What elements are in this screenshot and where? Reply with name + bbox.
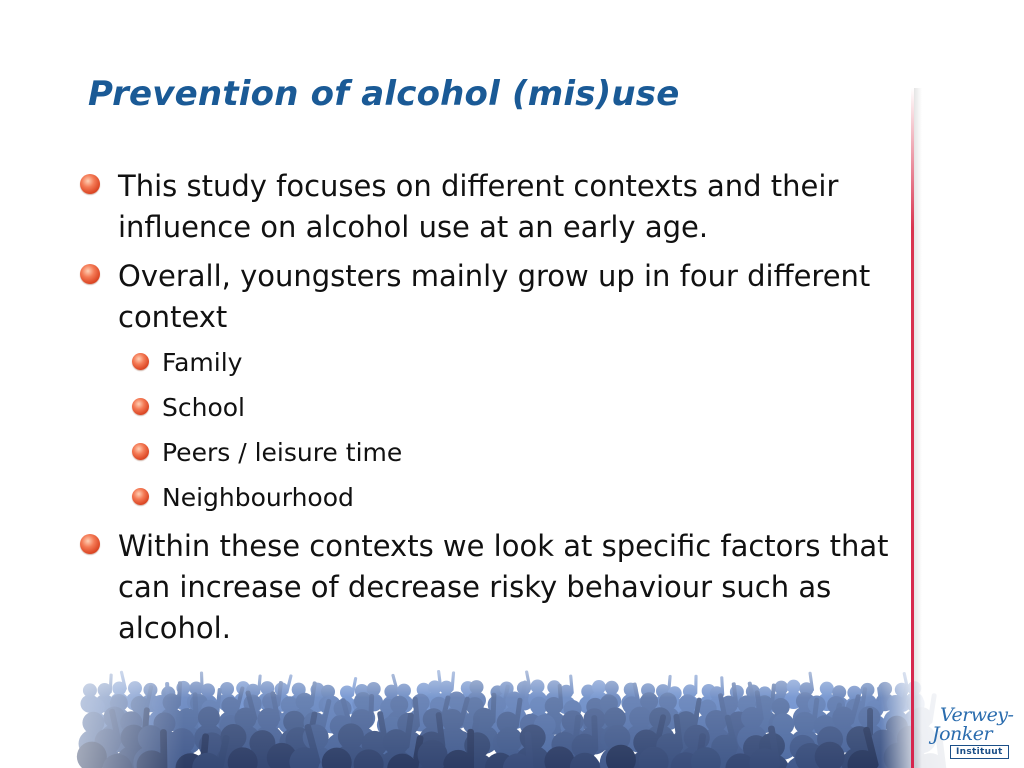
orange-bullet-icon [132,488,149,505]
logo-line-1: Verwey- [940,704,1014,726]
orange-bullet-icon [132,443,149,460]
bullet-item [78,526,898,649]
orange-bullet-icon [80,264,100,284]
bullet-list [78,166,898,657]
side-accent-line [911,88,914,768]
logo-line-3: Instituut [950,745,1009,759]
sub-bullet-item [122,436,898,470]
logo-line-2: Jonker [932,723,993,745]
bullet-text: This study focuses on different contexts and their influence on alcohol use at an early age. [118,169,839,244]
bullet-text: Overall, youngsters mainly grow up in four different context [118,259,871,334]
sub-bullet-text: School [162,393,245,422]
slide-title: Prevention of alcohol (mis)use [88,74,680,114]
orange-bullet-icon [80,534,100,554]
sub-bullet-text: Peers / leisure time [162,438,403,467]
sub-bullet-item [122,481,898,515]
orange-bullet-icon [80,174,100,194]
bullet-item [78,166,898,248]
sub-bullet-item [122,346,898,380]
orange-bullet-icon [132,353,149,370]
side-accent-shadow [914,88,922,768]
sub-bullet-item [122,391,898,425]
sub-bullet-text: Neighbourhood [162,483,354,512]
sub-bullet-text: Family [162,348,243,377]
bullet-text: Within these contexts we look at specific factors that can increase of decrease risky behaviour such as alcohol. [118,529,889,645]
verwey-jonker-logo [928,706,1012,760]
bullet-item [78,256,898,338]
orange-bullet-icon [132,398,149,415]
